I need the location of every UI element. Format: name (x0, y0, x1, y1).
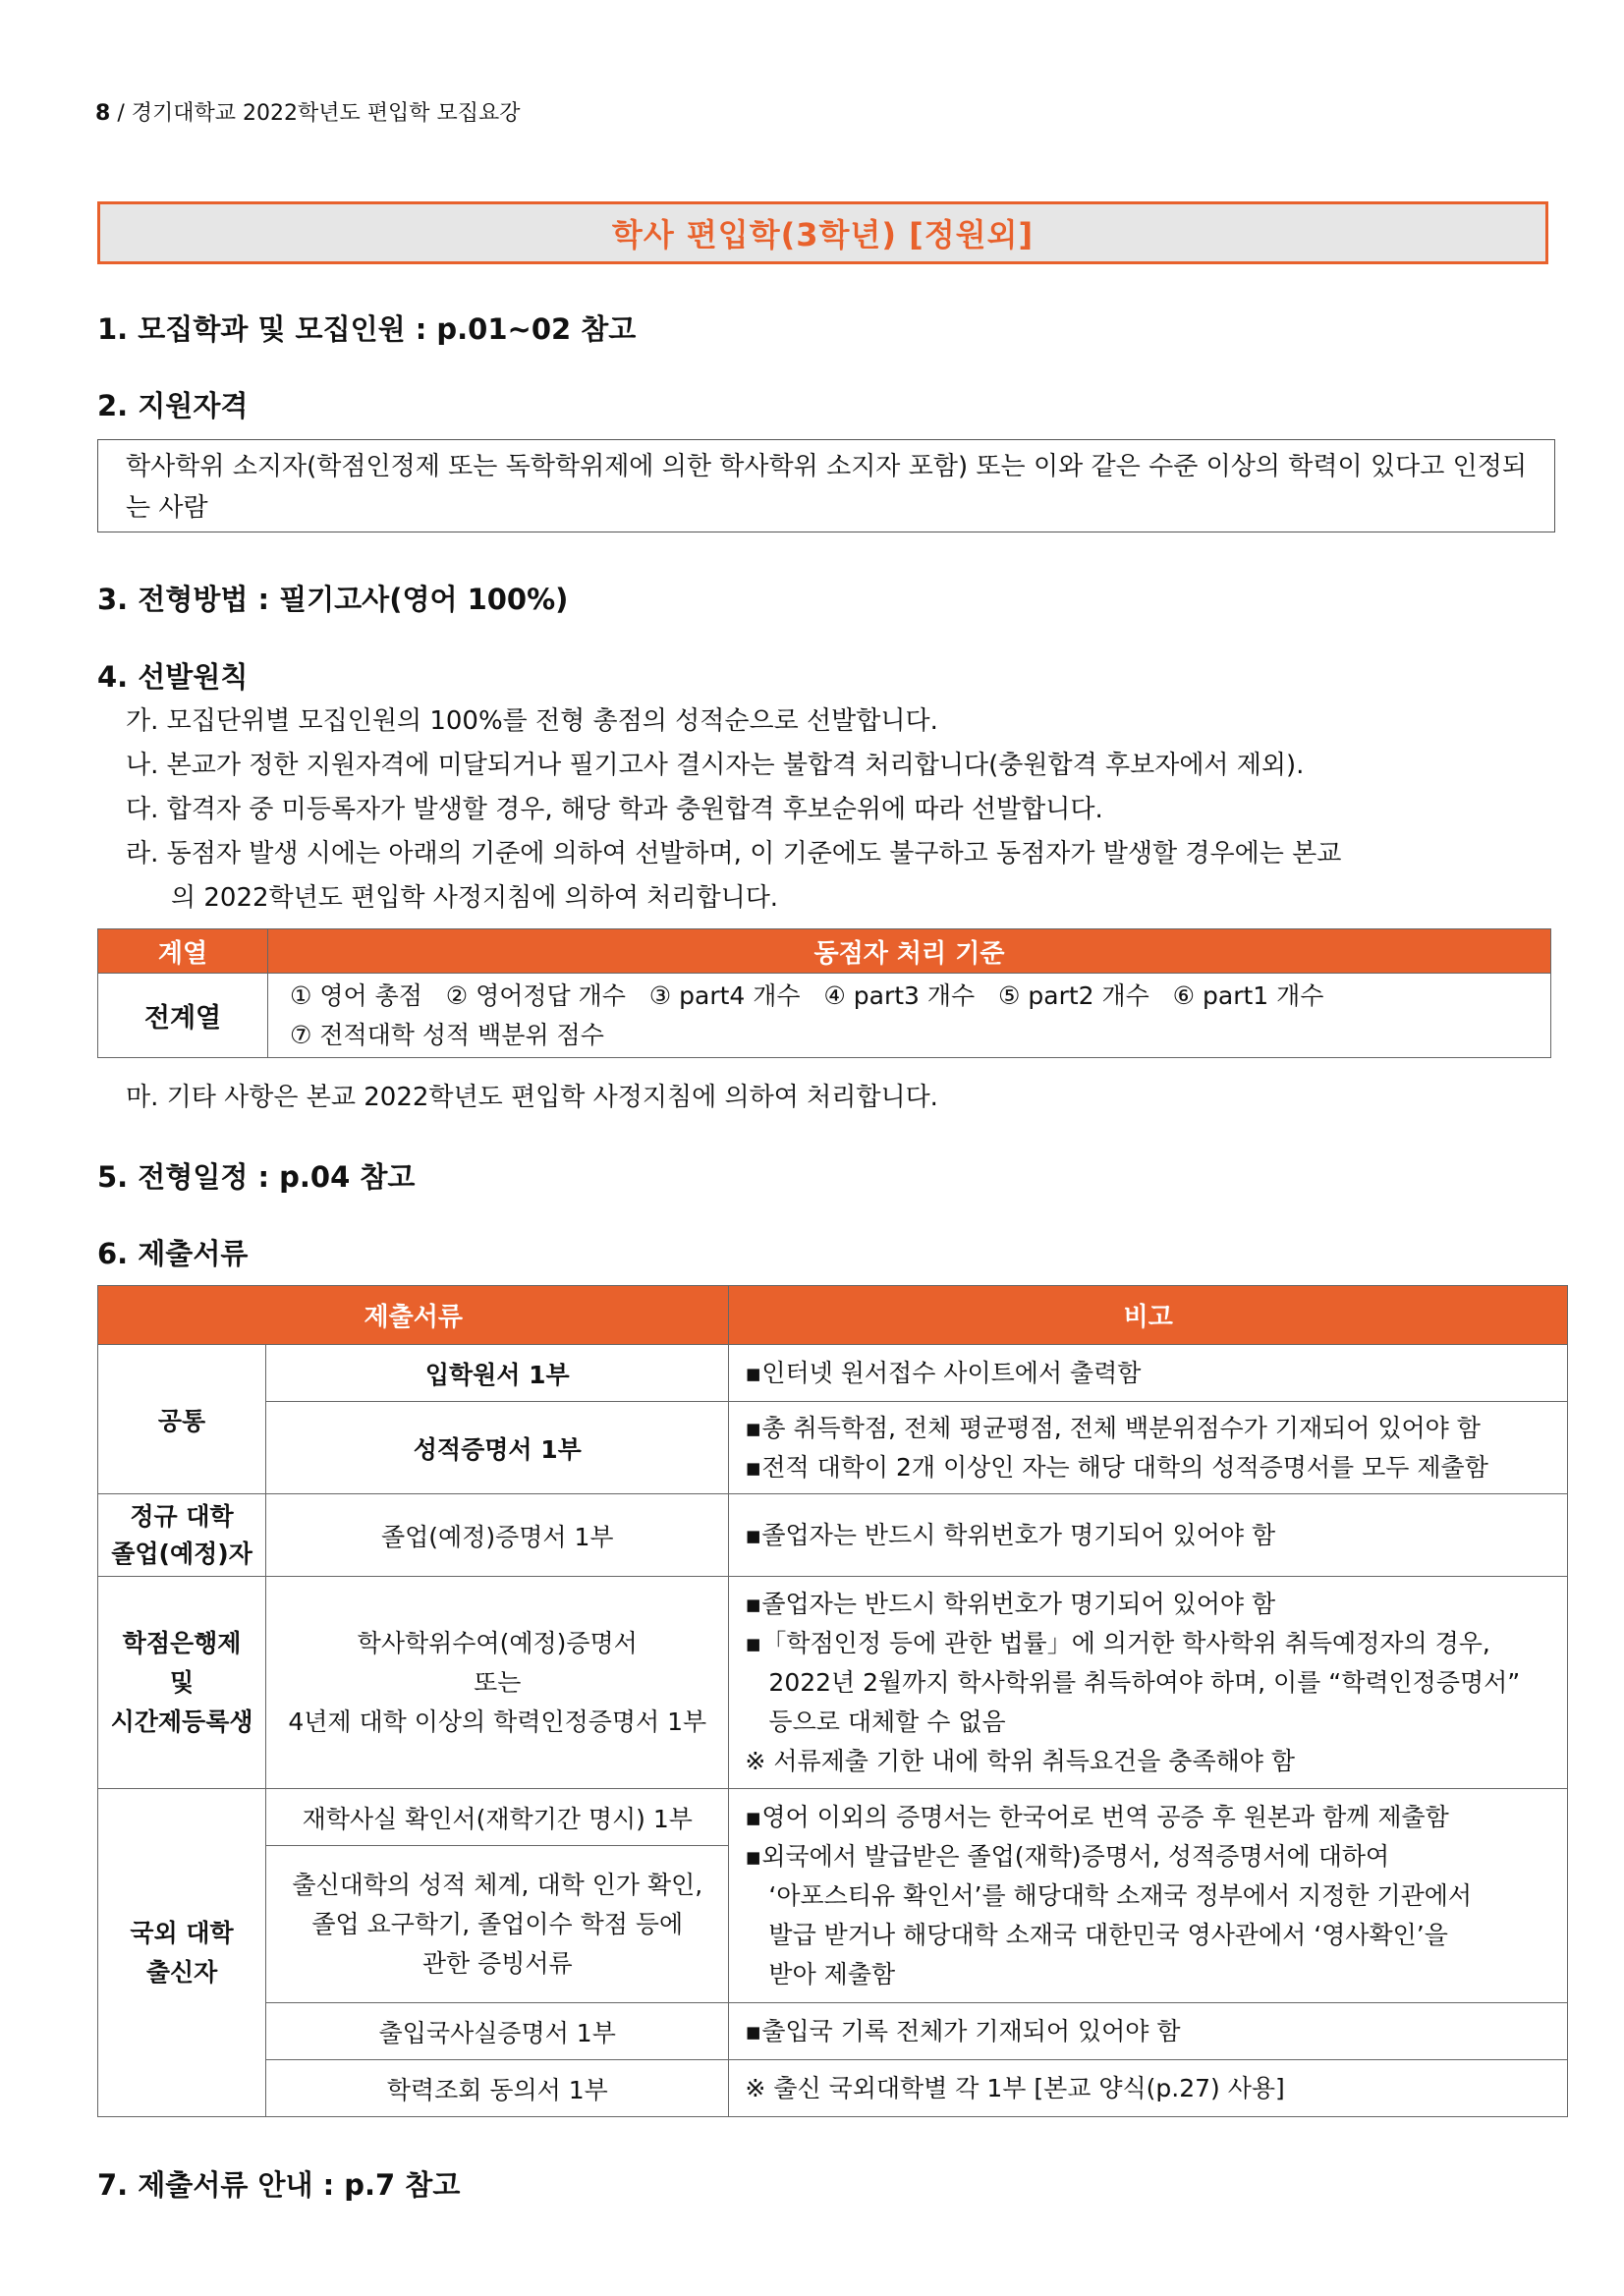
tie-criteria-line2: ⑦ 전적대학 성적 백분위 점수 (290, 1020, 604, 1049)
principle-ra-line2: 의 2022학년도 편입학 사정지침에 의하여 처리합니다. (171, 883, 779, 913)
doc-consent-note: ※ 출신 국외대학별 각 1부 [본교 양식(p.27) 사용] (729, 2060, 1568, 2117)
doc-consent-form: 학력조회 동의서 1부 (266, 2060, 729, 2117)
header-doc-title: 경기대학교 2022학년도 편입학 모집요강 (131, 101, 521, 126)
doc-foreign-note: ▪영어 이외의 증명서는 한국어로 번역 공증 후 원본과 함께 제출함 ▪외국에서 발급받은 졸업(재학)증명서, 성적증명서에 대하여 ‘아포스티유 확인서’를 해당대학 소재국 정부에서 지정한 기관에서 발급 받거나 해당대학 소재국 대한민국 영사관에서 ‘영사확인’을 받아 제출함 (729, 1789, 1568, 2003)
page-header (95, 96, 520, 127)
doc-credit-cert: 학사학위수여(예정)증명서 또는 4년제 대학 이상의 학력인정증명서 1부 (266, 1577, 729, 1789)
header-separator: / (117, 101, 125, 126)
tie-header-category: 계열 (98, 929, 268, 974)
section-5-heading: 5. 전형일정 : p.04 참고 (97, 1160, 416, 1194)
docs-header-documents: 제출서류 (98, 1286, 729, 1345)
doc-credit-note: ▪졸업자는 반드시 학위번호가 명기되어 있어야 함 ▪「학점인정 등에 관한 법률」에 의거한 학사학위 취득예정자의 경우, 2022년 2월까지 학사학위를 취득하여야 하며, 이를 “학력인정증명서” 등으로 대체할 수 없음 ※ 서류제출 기한 내에 학위 취득요건을 충족해야 함 (729, 1577, 1568, 1789)
section-2-heading: 2. 지원자격 (97, 389, 249, 422)
page-title: 학사 편입학(3학년) [정원외] (97, 201, 1548, 264)
documents-table (97, 1285, 1568, 2117)
doc-foreign-proof: 출신대학의 성적 체계, 대학 인가 확인, 졸업 요구학기, 졸업이수 학점 등에 관한 증빙서류 (266, 1846, 729, 2003)
section-6-heading: 6. 제출서류 (97, 1237, 249, 1270)
docs-cat-foreign: 국외 대학 출신자 (98, 1789, 266, 2117)
doc-grad-note: ▪졸업자는 반드시 학위번호가 명기되어 있어야 함 (729, 1494, 1568, 1577)
docs-header-remarks: 비고 (729, 1286, 1568, 1345)
tie-criteria-line1: ① 영어 총점 ② 영어정답 개수 ③ part4 개수 ④ part3 개수 ⑤ part2 개수 ⑥ part1 개수 (290, 980, 1324, 1010)
tie-row-label: 전계열 (98, 974, 268, 1058)
section-3-heading: 3. 전형방법 : 필기고사(영어 100%) (97, 583, 569, 616)
docs-cat-regular: 정규 대학 졸업(예정)자 (98, 1494, 266, 1577)
doc-grad-cert: 졸업(예정)증명서 1부 (266, 1494, 729, 1577)
doc-immigration-note: ▪출입국 기록 전체가 기재되어 있어야 함 (729, 2003, 1568, 2060)
principle-na: 나. 본교가 정한 지원자격에 미달되거나 필기고사 결시자는 불합격 처리합니다(충원합격 후보자에서 제외). (126, 751, 1305, 780)
doc-enroll-cert: 재학사실 확인서(재학기간 명시) 1부 (266, 1789, 729, 1846)
principle-ma: 마. 기타 사항은 본교 2022학년도 편입학 사정지침에 의하여 처리합니다. (126, 1083, 938, 1112)
doc-admission-form: 입학원서 1부 (266, 1345, 729, 1402)
tie-header-criteria: 동점자 처리 기준 (268, 929, 1551, 974)
principle-ra-line1: 라. 동점자 발생 시에는 아래의 기준에 의하여 선발하며, 이 기준에도 불구하고 동점자가 발생할 경우에는 본교 (126, 839, 1342, 868)
eligibility-box: 학사학위 소지자(학점인정제 또는 독학학위제에 의한 학사학위 소지자 포함) 또는 이와 같은 수준 이상의 학력이 있다고 인정되는 사람 (97, 439, 1555, 532)
docs-cat-credit-bank: 학점은행제 및 시간제등록생 (98, 1577, 266, 1789)
section-4-heading: 4. 선발원칙 (97, 660, 249, 694)
section-7-heading: 7. 제출서류 안내 : p.7 참고 (97, 2168, 461, 2202)
doc-immigration-cert: 출입국사실증명서 1부 (266, 2003, 729, 2060)
doc-admission-note: ▪인터넷 원서접수 사이트에서 출력함 (729, 1345, 1568, 1402)
principle-da: 다. 합격자 중 미등록자가 발생할 경우, 해당 학과 충원합격 후보순위에 따라 선발합니다. (126, 795, 1103, 824)
doc-transcript: 성적증명서 1부 (266, 1402, 729, 1494)
doc-transcript-note: ▪총 취득학점, 전체 평균평점, 전체 백분위점수가 기재되어 있어야 함 ▪전적 대학이 2개 이상인 자는 해당 대학의 성적증명서를 모두 제출함 (729, 1402, 1568, 1494)
section-1-heading: 1. 모집학과 및 모집인원 : p.01~02 참고 (97, 312, 637, 346)
tie-break-table (97, 928, 1551, 1058)
principle-ga: 가. 모집단위별 모집인원의 100%를 전형 총점의 성적순으로 선발합니다. (126, 706, 938, 736)
docs-cat-common: 공통 (98, 1345, 266, 1494)
page-number: 8 (95, 101, 111, 126)
